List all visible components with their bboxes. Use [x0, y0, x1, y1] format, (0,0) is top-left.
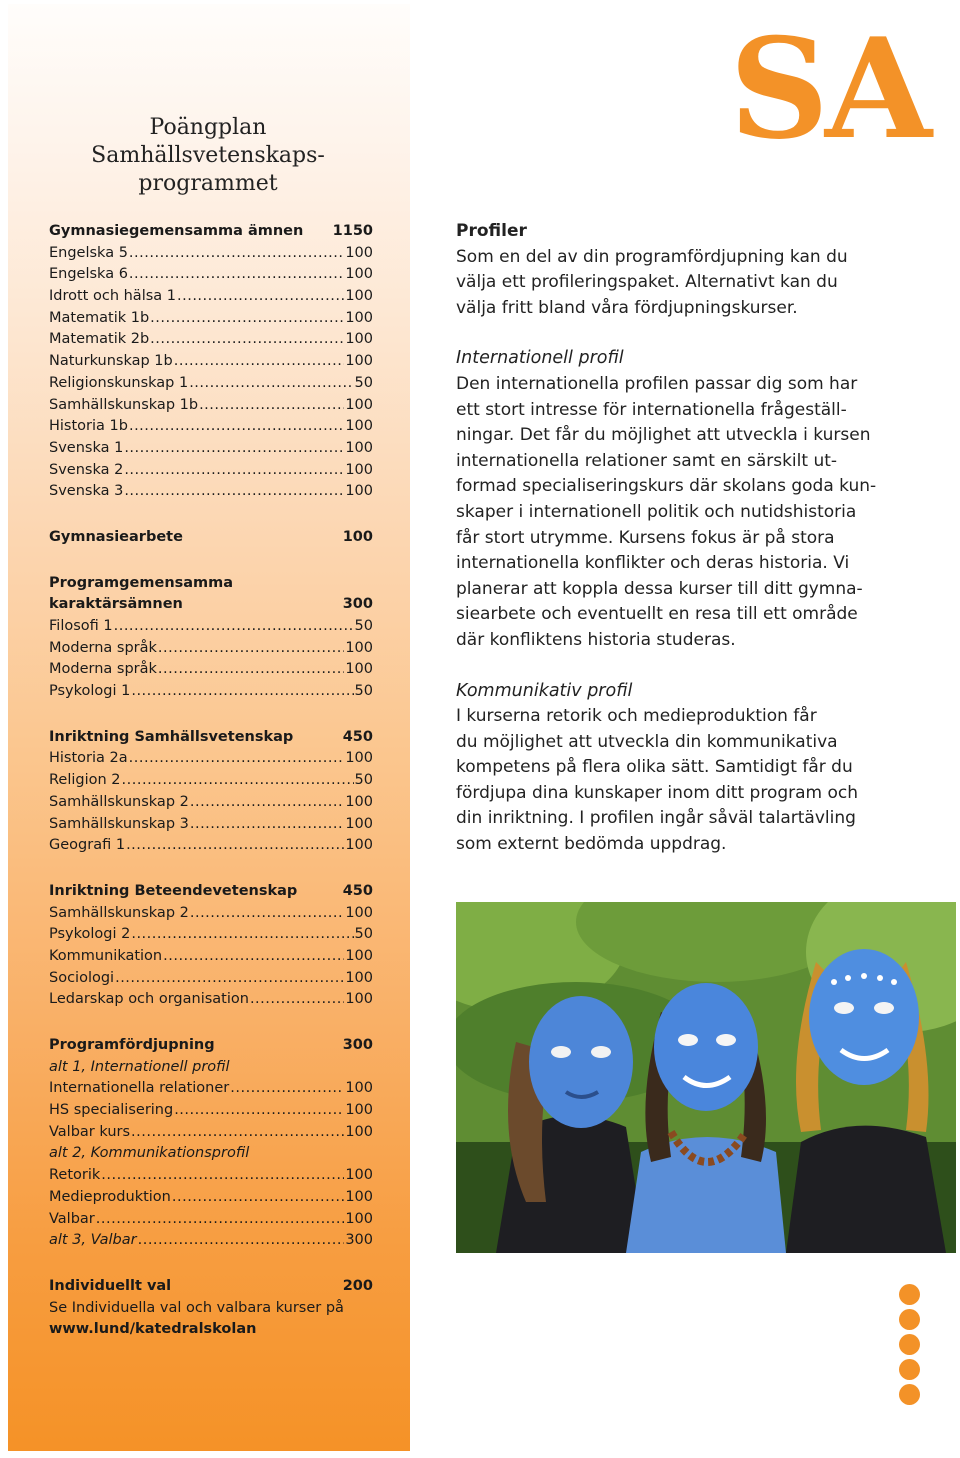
section-total: 450 — [342, 728, 373, 745]
course-points: 100 — [345, 1102, 373, 1119]
course-points: 100 — [345, 661, 373, 678]
section-rows — [49, 748, 373, 856]
photo-illustration — [456, 902, 956, 1253]
dot-leader — [131, 1122, 344, 1144]
text-line: Som en del av din programfördjupning kan du — [456, 246, 848, 267]
course-points: 100 — [345, 793, 373, 810]
section-total: 300 — [342, 596, 373, 613]
course-points: 100 — [345, 483, 373, 500]
text-line: du möjlighet att utveckla din kommunikativa — [456, 731, 838, 752]
course-points: 100 — [345, 1210, 373, 1227]
course-name: Valbar kurs — [49, 1123, 131, 1140]
profiler-text — [456, 245, 936, 322]
course-points: 100 — [345, 1123, 373, 1140]
course-points: 100 — [345, 837, 373, 854]
course-name: Svenska 2 — [49, 461, 124, 478]
text-line: skaper i internationell politik och nutidshistoria — [456, 501, 857, 522]
section-total: 200 — [342, 1277, 373, 1294]
section-header — [49, 221, 373, 243]
dot-leader — [150, 308, 344, 330]
course-points: 100 — [345, 750, 373, 767]
course-name: Moderna språk — [49, 639, 157, 656]
course-points: 100 — [345, 904, 373, 921]
course-row — [49, 770, 373, 792]
international-profile-heading: Internationell profil — [456, 348, 624, 369]
section-header — [49, 1276, 373, 1298]
course-row — [49, 286, 373, 308]
course-name: Samhällskunskap 3 — [49, 815, 189, 832]
course-points: 100 — [345, 1080, 373, 1097]
dot-leader — [174, 351, 345, 373]
course-points: 300 — [345, 1232, 373, 1249]
course-points: 100 — [345, 396, 373, 413]
course-row — [49, 416, 373, 438]
text-line: internationella konflikter och deras historia. Vi — [456, 553, 850, 574]
course-row — [49, 438, 373, 460]
section-total: 1150 — [332, 223, 373, 239]
course-points: 100 — [345, 991, 373, 1008]
course-points: 100 — [345, 1188, 373, 1205]
course-row — [49, 638, 373, 660]
course-name: Ledarskap och organisation — [49, 991, 249, 1008]
course-row — [49, 1209, 373, 1231]
section-header — [49, 1035, 373, 1057]
course-name: Sociologi — [49, 969, 115, 986]
course-name: Historia 1b — [49, 418, 128, 435]
course-points: 100 — [345, 288, 373, 305]
text-line: kompetens på flera olika sätt. Samtidigt får du — [456, 757, 853, 778]
course-name: Engelska 6 — [49, 266, 128, 283]
course-name: Engelska 5 — [49, 244, 128, 261]
decorative-dot — [899, 1334, 920, 1355]
section-title: Inriktning Samhällsvetenskap — [49, 728, 294, 745]
dot-leader — [124, 438, 344, 460]
course-row — [49, 395, 373, 417]
students-face-paint-photo — [456, 902, 956, 1253]
dot-leader — [177, 286, 344, 308]
course-name: Religionskunskap 1 — [49, 374, 189, 391]
text-line: välja ett profileringspaket. Alternativt kan du — [456, 272, 838, 293]
section-rows — [49, 243, 373, 503]
course-row — [49, 329, 373, 351]
text-line: som externt bedömda uppdrag. — [456, 834, 727, 855]
course-name: Psykologi 1 — [49, 683, 131, 700]
course-row — [49, 792, 373, 814]
plan-title — [8, 114, 408, 198]
course-name: Matematik 1b — [49, 309, 150, 326]
dot-leader — [190, 792, 344, 814]
course-name: Geografi 1 — [49, 837, 126, 854]
program-code-logo: SA — [729, 7, 928, 170]
dot-leader — [131, 681, 353, 703]
course-name: Internationella relationer — [49, 1080, 230, 1097]
text-line: välja fritt bland våra fördjupningskurser. — [456, 297, 798, 318]
dot-leader — [96, 1209, 345, 1231]
communicative-profile-heading: Kommunikativ profil — [456, 680, 633, 701]
text-line: ningar. Det får du möjlighet att utveckla i kursen — [456, 425, 871, 446]
course-row — [49, 308, 373, 330]
section-header — [49, 594, 373, 616]
course-points: 100 — [345, 815, 373, 832]
course-row — [49, 460, 373, 482]
text-line: där konfliktens historia studeras. — [456, 629, 736, 650]
course-row — [49, 1165, 373, 1187]
dot-leader — [115, 968, 344, 990]
section-title: Gymnasiearbete — [49, 528, 183, 545]
text-line: I kurserna retorik och medieproduktion får — [456, 706, 817, 727]
section-rows — [49, 616, 373, 703]
course-name: Psykologi 2 — [49, 926, 131, 943]
dot-leader — [129, 264, 344, 286]
dot-leader — [172, 1187, 344, 1209]
course-points: 100 — [345, 639, 373, 656]
course-row — [49, 814, 373, 836]
course-name: Idrott och hälsa 1 — [49, 288, 176, 305]
dot-leader — [163, 946, 344, 968]
course-points: 100 — [345, 353, 373, 370]
decorative-dot — [899, 1359, 920, 1380]
school-link[interactable]: www.lund/katedralskolan — [49, 1321, 257, 1338]
course-row — [49, 1230, 373, 1252]
course-points: 50 — [354, 772, 373, 789]
course-name: Samhällskunskap 2 — [49, 904, 189, 921]
course-name: Filosofi 1 — [49, 618, 113, 634]
course-row — [49, 748, 373, 770]
course-row — [49, 989, 373, 1011]
communicative-profile-text — [456, 704, 936, 858]
dot-leader — [158, 659, 344, 681]
profile-description — [456, 219, 936, 858]
dot-leader — [190, 903, 344, 925]
course-name: Retorik — [49, 1167, 101, 1184]
dot-leader — [122, 770, 354, 792]
course-row — [49, 243, 373, 265]
course-points: 100 — [345, 947, 373, 964]
section-total: 300 — [342, 1037, 373, 1053]
dot-leader — [189, 373, 353, 395]
international-profile-text — [456, 372, 936, 654]
course-name: Moderna språk — [49, 661, 157, 678]
decorative-dot — [899, 1284, 920, 1305]
section-header — [49, 881, 373, 903]
course-points: 100 — [345, 331, 373, 348]
text-line: formad specialiseringskurs där skolans goda kun- — [456, 476, 877, 497]
dot-leader — [250, 989, 344, 1011]
profiler-heading: Profiler — [456, 221, 527, 241]
course-name: Matematik 2b — [49, 331, 150, 348]
course-name: Religion 2 — [49, 772, 121, 789]
alt-label: alt 2, Kommunikationsprofil — [49, 1145, 250, 1162]
course-row — [49, 1187, 373, 1209]
text-line: får stort utrymme. Kursens fokus är på stora — [456, 527, 835, 548]
section-rows — [49, 1165, 373, 1230]
text-line: fördjupa dina kunskaper inom ditt program och — [456, 782, 859, 803]
course-points: 50 — [354, 926, 373, 943]
course-points: 50 — [354, 618, 373, 634]
course-points: 100 — [345, 969, 373, 986]
course-name: Svenska 1 — [49, 439, 124, 456]
section-title: Inriktning Beteendevetenskap — [49, 882, 298, 899]
dot-leader — [190, 814, 344, 836]
dot-leader — [129, 748, 345, 770]
course-row — [49, 835, 373, 857]
dot-leader — [126, 835, 344, 857]
section-title: Individuellt val — [49, 1277, 172, 1294]
points-table — [49, 221, 373, 1341]
course-name: Historia 2a — [49, 750, 128, 767]
course-points: 100 — [345, 439, 373, 456]
course-name: alt 3, Valbar — [49, 1232, 137, 1249]
course-row — [49, 264, 373, 286]
section-total: 100 — [342, 528, 373, 545]
course-row — [49, 681, 373, 703]
course-points: 100 — [345, 244, 373, 261]
course-points: 100 — [345, 1167, 373, 1184]
alt-label: alt 1, Internationell profil — [49, 1058, 230, 1075]
course-row — [49, 616, 373, 638]
section-header — [49, 527, 373, 549]
text-line: planerar att koppla dessa kurser till ditt gymna- — [456, 578, 863, 599]
section-title: Programgemensamma — [49, 574, 234, 591]
course-name: Naturkunskap 1b — [49, 353, 173, 370]
course-row — [49, 351, 373, 373]
course-row — [49, 1122, 373, 1144]
course-name: Svenska 3 — [49, 483, 124, 500]
section-title: karaktärsämnen — [49, 596, 183, 613]
course-points: 100 — [345, 461, 373, 478]
dot-leader — [114, 616, 354, 638]
text-line: din inriktning. I profilen ingår såväl talartävling — [456, 808, 856, 829]
section-header — [49, 727, 373, 749]
dot-leader — [124, 481, 344, 503]
course-points: 50 — [354, 374, 373, 391]
dot-leader — [150, 329, 344, 351]
dot-leader — [101, 1165, 344, 1187]
text-line: Den internationella profilen passar dig som har — [456, 373, 858, 394]
course-row — [49, 659, 373, 681]
text-line: internationella relationer samt en särskilt ut- — [456, 450, 838, 471]
course-row — [49, 946, 373, 968]
course-row — [49, 1078, 373, 1100]
section-rows — [49, 903, 373, 1011]
plan-title-line: programmet — [138, 171, 278, 196]
dot-leader — [158, 638, 344, 660]
dot-leader — [199, 395, 344, 417]
text-line: ett stort intresse för internationella frågeställ- — [456, 399, 847, 420]
course-name: Samhällskunskap 1b — [49, 396, 199, 413]
individual-choice-text: Se Individuella val och valbara kurser på — [49, 1299, 344, 1316]
points-plan-panel — [8, 4, 410, 1451]
course-name: Medieproduktion — [49, 1188, 171, 1205]
plan-title-line: Poängplan — [149, 115, 267, 140]
course-row — [49, 903, 373, 925]
dot-leader — [129, 416, 344, 438]
course-row — [49, 924, 373, 946]
section-title: Programfördjupning — [49, 1037, 215, 1053]
course-points: 100 — [345, 266, 373, 283]
dot-leader — [129, 243, 344, 265]
course-points: 50 — [354, 683, 373, 700]
section-total: 450 — [342, 882, 373, 899]
course-name: Samhällskunskap 2 — [49, 793, 189, 810]
plan-title-line: Samhällsvetenskaps- — [91, 143, 325, 168]
decorative-dot — [899, 1309, 920, 1330]
decorative-dots — [899, 1284, 923, 1409]
dot-leader — [131, 924, 353, 946]
section-title: Gymnasiegemensamma ämnen — [49, 223, 304, 239]
course-row — [49, 481, 373, 503]
dot-leader — [124, 460, 344, 482]
decorative-dot — [899, 1384, 920, 1405]
dot-leader — [174, 1100, 344, 1122]
course-row — [49, 373, 373, 395]
course-row — [49, 1100, 373, 1122]
course-row — [49, 968, 373, 990]
course-name: HS specialisering — [49, 1102, 174, 1119]
text-line: siearbete och eventuellt en resa till ett område — [456, 604, 858, 625]
course-name: Valbar — [49, 1210, 95, 1227]
section-rows — [49, 1078, 373, 1143]
course-name: Kommunikation — [49, 947, 163, 964]
dot-leader — [230, 1078, 344, 1100]
course-points: 100 — [345, 309, 373, 326]
course-points: 100 — [345, 418, 373, 435]
